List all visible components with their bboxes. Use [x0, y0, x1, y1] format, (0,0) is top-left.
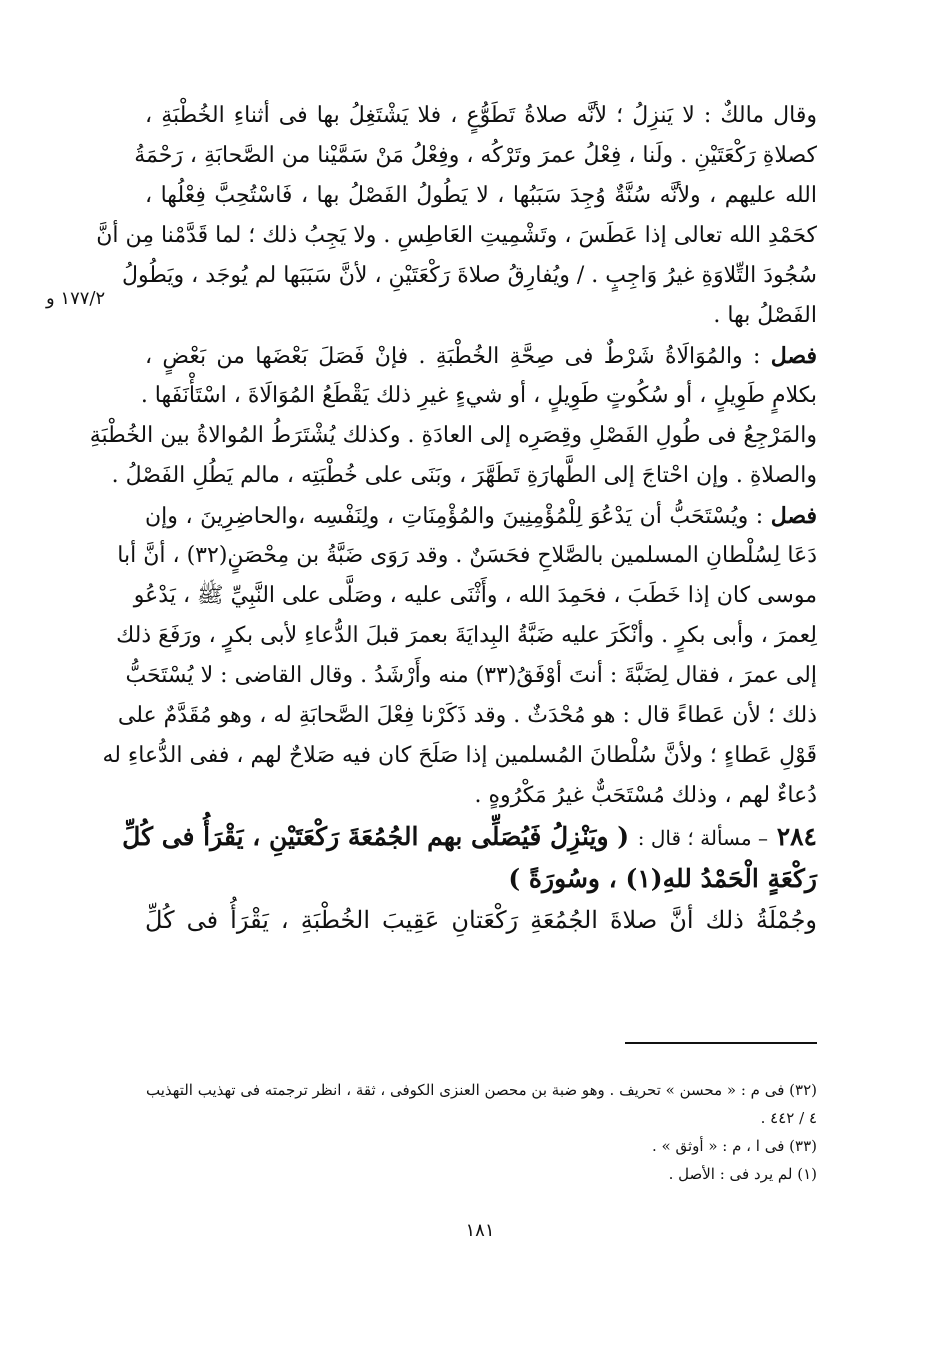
issue-label: – مسألة ؛ قال : [637, 826, 768, 850]
text-line: والصلاةِ . وإن احْتاجَ إلى الطَّهارَةِ تَطَهَّرَ ، وبَنَى على خُطْبَتِه ، مالم يَطُلِ الفَصْلُ . [111, 463, 817, 488]
marginal-folio-note: ١٧٧/٢ و [46, 288, 106, 309]
text-line: فصل : ويُسْتَحَبُّ أن يَدْعُوَ لِلْمُؤْمِنِينَ والمُؤْمِنَاتِ ، ولِنَفْسِه ،والحاضِرِينَ ، وإن [145, 503, 818, 529]
text-line: إلى عمرَ ، فقال لِضَبَّةَ : أنتَ أوْفَقُ(٣٣) منه وأَرْشَدُ . وقال القاضى : لا يُسْتَحَبُّ [125, 663, 817, 688]
text-line: موسى كان إذا خَطَبَ ، فحَمِدَ الله ، وأَثْنَى عليه ، وصَلَّى على النَّبِيِّ ﷺ ، يَدْعُو [133, 583, 817, 608]
text-line: وقال مالكٌ : لا يَنزِلُ ؛ لأنَّه صلاةُ تَطَوُّعٍ ، فلا يَشْتَغِلُ بها فى أثناءِ الخُطْبَةِ ، [145, 103, 817, 128]
footnote-line: (٣٣) فى ا ، م : « أوثق » . [652, 1137, 817, 1155]
text-line: قَوْلِ عَطاءٍ ؛ ولأنَّ سُلْطانَ المُسلمين إذا صَلَحَ كان فيه صَلاحٌ لهم ، ففى الدُّعاءِ له [102, 743, 817, 768]
footnote-line: ٤ / ٤٤٢ . [760, 1109, 817, 1127]
issue-heading-line [122, 816, 817, 858]
text-line: فصل : والمُوَالَاةُ شَرْطٌ فى صِحَّةِ الخُطْبَةِ . فإنْ فَصَلَ بَعْضَها من بَعْضٍ ، [145, 343, 817, 369]
paragraph-3 [102, 496, 818, 816]
footnote-line: (٣٢) فى م : « محسن » تحريف . وهو ضبة بن محصن العنزى الكوفى ، ثقة ، انظر ترجمته فى تهذيب التهذيب [146, 1081, 817, 1099]
text-line: بكلامٍ طَوِيلٍ ، أو سُكُوتٍ طَوِيلٍ ، أو شيءٍ غيرِ ذلك يَقْطَعُ المُوَالَاةَ ، اسْتَأْنَفَها . [140, 383, 817, 408]
issue-text-line: رَكْعَةٍ الْحَمْدُ للهِ(١) ، وسُورَةً ) [508, 864, 817, 893]
text-line: كصلاةِ رَكْعَتَيْنِ . ولَنا ، فِعْلُ عمرَ وتَرْكُه ، وفِعْلُ مَنْ سَمَّيْنا من الصَّحابَةِ ، رَحْمَةُ [134, 143, 817, 168]
footnote-divider [625, 1042, 817, 1044]
section-label: فصل [770, 343, 817, 369]
text-line: الله عليهم ، ولأنَّه سُنَّةٌ وُجِدَ سَبَبُها ، لا يَطُولُ الفَصْلُ بها ، فَاسْتُحِبَّ فِعْلُها ، [145, 183, 817, 208]
text-line: لِعمرَ ، وأبى بكرٍ . وأنْكَرَ عليه ضَبَّةُ البِدايَةَ بعمرَ قبلَ الدُّعاءِ لأبى بكرٍ ، ورَفَعَ ذلك [116, 623, 817, 648]
text-line: دَعَا لِسُلْطانِ المسلمين بالصَّلاحِ فحَسَنٌ . وقد رَوَى ضَبَّةُ بن مِحْصَنٍ(٣٢) ، أنَّ أبا [117, 543, 817, 568]
paragraph-4 [145, 900, 817, 940]
text-line: وجُمْلَةُ ذلك أنَّ صلاةَ الجُمُعَةِ رَكْعَتانِ عَقِيبَ الخُطْبَةِ ، يَقْرَأُ فى كُلِّ [145, 906, 818, 934]
paragraph-2 [89, 336, 817, 496]
text-line: والمَرْجِعُ فى طُولِ الفَصْلِ وقِصَرِه إلى العادَةِ . وكذلك يُشْتَرَطُ المُوالاةُ بين الخُطْبَةِ [89, 423, 817, 448]
text-segment: والمُوَالَاةُ شَرْطٌ فى صِحَّةِ الخُطْبَةِ . فإنْ فَصَلَ بَعْضَها من بَعْضٍ ، [145, 344, 743, 369]
text-line: ذلك ؛ لأن عَطاءً قال : هو مُحْدَثٌ . وقد ذَكَرْنا فِعْلَ الصَّحابَةِ له ، وهو مُقَدَّمٌ على [117, 703, 817, 728]
issue-block [122, 816, 817, 900]
main-text [89, 96, 818, 940]
text-line: الفَصْلُ بها . [713, 303, 817, 328]
text-segment: ويُسْتَحَبُّ أن يَدْعُوَ لِلْمُؤْمِنِينَ والمُؤْمِنَاتِ ، ولِنَفْسِه ،والحاضِرِينَ ، وإن [145, 504, 749, 529]
text-line: كحَمْدِ الله تعالى إذا عَطَسَ ، وتَشْمِيتِ العَاطِسِ . ولا يَجِبُ ذلك ؛ لما قَدَّمْنا مِن أنَّ [96, 223, 817, 248]
issue-text: ( ويَنْزِلُ فَيُصَلِّى بهم الجُمُعَةَ رَكْعَتَيْنِ ، يَقْرَأُ فى كُلِّ [122, 822, 630, 851]
paragraph-1 [96, 96, 817, 336]
issue-number: ٢٨٤ [776, 822, 817, 851]
page-number: ١٨١ [465, 1220, 495, 1241]
footnotes [145, 1076, 817, 1188]
section-label: فصل [770, 503, 818, 529]
footnote-line: (١) لم يرد فى : الأصل . [668, 1165, 817, 1183]
text-line: سُجُودَ التِّلاوَةِ غيرُ وَاجِبٍ . / ويُفارِقُ صلاةَ رَكْعَتَيْنِ ، لأنَّ سَبَبَها لم يُوجَد ، ويَطُولُ [122, 263, 817, 288]
text-line: دُعاءٌ لهم ، وذلك مُسْتَحَبٌّ غيرُ مَكْرُوهٍ . [474, 783, 817, 808]
